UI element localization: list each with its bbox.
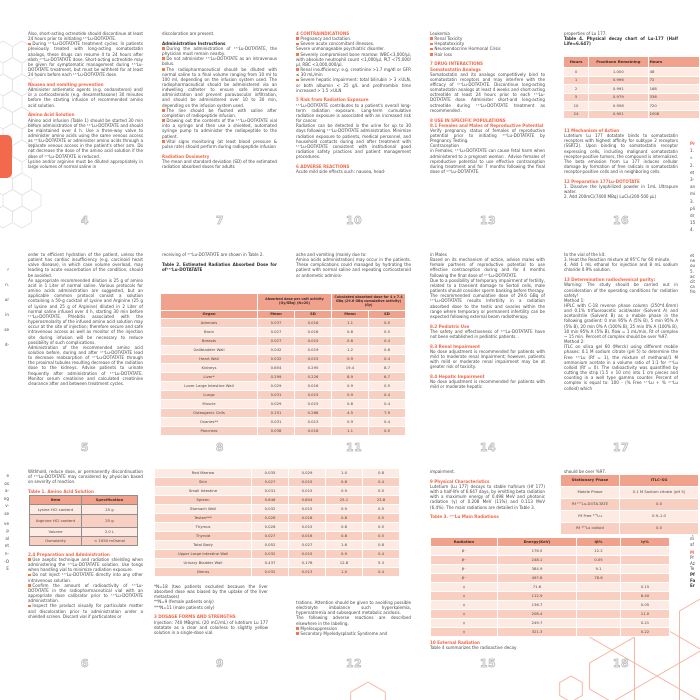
page-4-text: Also, short-acting octreotide should discontinue at least 24 hours prior to initiating ¹⁷⁷Lu-DOTATATE. During ¹⁷⁷Lu-DOTATATE treatment cycles: In patients previously treated with long-acting somatostatin analogs, these drugs can resume 4 to 24 hours after each ¹⁷⁷Lu-DOTATATE dose. Short-acting octreotide may be given for symptomatic management during ¹⁷⁷Lu-DOTATATE treatment, but must be withheld for at least 24 hours before each ¹⁷⁷Lu-DOTATATE dose. Nausea and vomiting prevention Administer antiemetic agents (e.g. ondansteron) and/ or a corticosteroids (e.g. dexamethasone) 30 minutes before the starting infusion of recommended amino acid solution. Amino Acid Solution Amino acid infusion (Table 1) should be started 30 min before administration of the ¹⁷⁷Lu-DOTATATE and should be maintained over 4 h. Use a three-way valve to administer amino acids using the same venous access as ¹⁷⁷Lu-DOTATATE or administer amino acids through a separate venous access in the patient's other arm. Do not decrease the dose of the amino acid solution if the dose of ¹⁷⁷Lu-DOTATATE is reduced. Lysine and/or arginine must be diluted appropriately in large volumes of normal saline in bbox=[28, 31, 143, 169]
page-16-text: 11 Mechanism of Action Lutetium Lu 177 dotatate binds to somatostatin receptors with highest affinity for subtype 2 receptors (SSRT2). Upon binding to somatostatin receptor expressing cells, including malignant somatostatin receptor-positive tumors, the compound is internalized. The beta emission from Lu 177 induces cellular damage by formation of free radicals in somatostatin receptor-positive cells and in neighboring cells. 12 Preparation 177Lu-DOTOTATE 1. Dissolve the lyophilized powder in 1mL Ultrapure water. 2. Add 200mCi(7400 MBq) LuCl₃(200-500 µL) bbox=[564, 128, 678, 200]
page-11-text: ache and vomiting (mainly due to: Amino acids administration) may occur in the patients. These complications could managed by hydrating the patient with normal saline and repeating corticosteroid or antiemetic adminis- bbox=[296, 252, 411, 278]
page-number-6: 6 bbox=[80, 657, 90, 670]
page-number-14: 14 bbox=[479, 441, 497, 454]
page-17-text: to the vial of the kit. 3. Heat the Reaction mixture at 95°C for 60 minute. 4. Add 1 mL ethanol for injection and 8 mL sodium chloride 0.9% solution. 13 Determination radiochemical purity: Warning: The study should be carried out in consideration of the operating conditions for radiation safety! Method 1: HPLC with C-18 reverse phase column (250*4.6mm) and 0.1% trifluoroacetic acid/water (Solvent A) and acetonitrile (Solvent B) as a mobile phase in the following gradient: 0 min 95% A (5% B), 5 min 95% A (5% B), 20 min 0% A (100% B), 25 min 0% A (100% B), 30 min 95% A (5% B), flow = 1 mL/min, Rt of complex ~ 15 min. Percent of complex should be over %97. Method 2: ITLC on silica gel 60 (Merck) using different mobile phases: 0.1 M sodium citrate (pH 5) to determine the Free ¹⁷⁷Lu (Rf = 1), the mixture of methanol/1 M ammonium acetate in a volume ratio of 1:1 for ¹⁷⁷Lu colloid (Rf = 0). The radioactivity was quantified by cutting the strip (1.5 × 10 cm) into 1 cm pieces and counting in a well type gamma counter. Percent of complex is equal to: 100 - (% Free ¹⁷⁷Lu + % ¹⁷⁷Lu colloid) which bbox=[564, 252, 678, 391]
right-sliver-middle: et ne ou 5. ac cit ca fro bbox=[690, 253, 696, 295]
page-number-13: 13 bbox=[479, 214, 497, 227]
page-number-11: 11 bbox=[345, 441, 363, 454]
page-number-18: 18 bbox=[612, 657, 630, 670]
page-13-text: Leukemia Renal Toxicity Hepatotoxicity Neuroendocrine Hormonal Crisis Hair loss 7 DRUG INTERACTIONS Somatostatin Analogs Somatostatin and its analogs competitively bind to somatostatin receptors and may interfere with the efficacy of ¹⁷⁷Lu-DOTATATE. Discontinue long-acting somatostatin analogs at least 4 weeks and short-acting octreotide at least 24 hours prior to each ¹⁷⁷Lu-DOTATATE dose. Administer short-and long-acting octreotide during ¹⁷⁷Lu-DOTATATE treatment as recommended . 8 USE IN SPECIFIC POPULATIONS 8.1 Females and Males of Reproductive Potential Verify pregnancy status of females of reproductive potential prior to initiating ¹⁷⁷Lu-DOTATATE by Pregnancy Testing. Contraception in Females, ¹⁷⁷Lu-DOTATATE can cause fetal harm when administered to a pregnant woman . Advise females of reproductive potential to use effective contraception during treatment and for 7 months following the final dose of ¹⁷⁷Lu-DOTATATE. bbox=[430, 31, 545, 175]
page-15-text: impairment. 9 Physical Characteristics Lutetium (Lu 177) decays to stable hafnium (Hf 177) with a half-life of 6.647 days, by emitting beta radiation with a maximum energy of 0.498 MeV and photonic radiation (γ) of 0.208 MeV (11%) and 0.113 MeV (6.4%). The main radiations are detailed in Table 3. Table 3. ¹⁷⁷Lu Main Radiations bbox=[430, 469, 545, 520]
page-number-15: 15 bbox=[479, 657, 497, 670]
table-itlc-sg: Stationary Phase ITLC-SG Mobile Phase 0.1 M Sodium citrate (pH 5) Rf ¹⁷⁷Lu-DOTA-TATE 0.0 Rf Free ¹⁷⁷Lu 0.9–1.0 Rf ¹⁷⁷Lu colloid 0.0 bbox=[560, 474, 699, 535]
page-number-4: 4 bbox=[80, 214, 90, 227]
page-9-text: *N=18 (two patients excluded because the liver absorbed dose was biased by the uptake of the liver metastases) **N=9 (female patients only) ***N=11 (male patients only) 3 DOSAGE FORMS AND STRENGTHS Injection: 740 MBq/mL (20 mCi/mL) of lutetium Lu 177 dotatate as a clear and colorless to slightly yellow solution in a single-dose vial. bbox=[154, 584, 268, 635]
right-sliver-bottom: di af M Pr Az Te Pf Fa Er bbox=[690, 536, 696, 589]
page-number-17: 17 bbox=[612, 441, 630, 454]
page-10-text: 4 CONTRAINDICATIONS Pregnancy and lactation. Severe acute concomitant illnesses. Severe unmanageable psychiatric disorder. Severely compromised bone marrow: WBC<3,000/µl, with absolute neutrophil count <1,000/µl, PLT <75,000/µl, RBC <3,000,000/µl. Renal insufficiency: e.g. creatinine >1.7 mg/dl or GFR ≤ 30 mL/min Severe hepatic impairment: total bilirubin > 3 ×ULN, or both albumin < 25 g/L and prothrombin time increased > 1.5 ×ULN 5 Risk from Radiation Exposure ¹⁷⁷Lu-DOTATATE contributes to a patient's overall long-term radiation exposure. Long-term cumulative radiation exposure is associated with an increased risk for cancer. Radiation can be detected in the urine for up to 30 days following ¹⁷⁷Lu-DOTATATE administration. Minimize radiation exposure to patients, medical personnel, and household contacts during and after treatment with ¹⁷⁷Lu-DOTATATE consistent with institutional good radiation safety practices and patient management procedures. 6 ADVERSE REACTIONS Acute mild side effects such: nausea, head- bbox=[296, 31, 411, 175]
left-sliver-bottom: e os a- ng v- se ve p al nt n- -O E bbox=[3, 473, 9, 572]
table-2-absorbed-dose-bottom: Red Marrow 0.035 0.029 1.0 0.8 Skin 0.027 0.015 0.8 0.4 Small Intestine 0.031 0.015 0.9 0.5 Spleen 0.846 0.804 25.1 23.8 Stomach Wall 0.032 0.015 0.9 0.5 Testes*** 0.026 0.018 0.8 0.5 Thymus 0.026 0.015 0.8 0.5 Thyroid 0.027 0.016 0.8 0.5 Total Body 0.052 0.027 1.6 0.8 Upper Large Intestine Wall 0.032 0.015 0.9 0.4 Urinary Bladder Wall 0.437 0.176 12.8 5.3 Uterus 0.032 0.013 1.0 0.4 bbox=[154, 468, 400, 577]
page-number-9: 9 bbox=[215, 657, 225, 670]
page-16-caption: properties of Lu 177. Table 4. Physical decay chart of Lu-177 (Half Life=6.647) bbox=[564, 31, 678, 47]
page-18-text: should be over %97. bbox=[564, 469, 607, 474]
page-14-text: in Males Based on its mechanism of action, advise males with female partners of reproductive potential to use effective contraception during and for 4 months following the final dose of ¹⁷⁷Lu-DOTATATE. Due to a possibility of temporary impairment of fertility, related to a transient damage to Sertoli cells, male patients should consider sperm banking before therapy. The recommended cumulative dose of 29.6 GBq of ¹⁷⁷Lu-DOTATATE results Infertility in a radiation absorbed dose to the testis and ovaries within the range where temporary or permanent infertility can be expected following external beam radiotherapy. 8.2 Pediatric Use The safety and effectiveness of ¹⁷⁷Lu-DOTATATE have not been established in pediatric patients. . 8.3 Renal Impairment No dose adjustment is recommended for patients with mild to moderate renal impairment; however, patients with mild or moderate renal impairment may be at greater risk of toxicity. 8.4 Hepatic Impairment No dose adjustment is recommended for patients with mild or moderate hepatic bbox=[430, 252, 545, 390]
right-sliver-top: Pr 1. « 2. et 3- an mi 3. pli dr 15 4. bbox=[690, 141, 696, 233]
page-12-text: trations. Attention should be given to avoiding possible electrolyte imbalance such hyperkalemia, hypernatremia and subsequent metabolic acidosis. The following adverse reactions are described elsewhere in the labeling. Myelosuppression Secondary Myelodysplastic Syndrome and bbox=[296, 600, 411, 636]
left-sliver-middle: r n. ur in se d- bbox=[4, 267, 9, 347]
orange-pill-decoration bbox=[0, 135, 12, 178]
page-number-7: 7 bbox=[215, 214, 225, 227]
page-number-10: 10 bbox=[345, 214, 363, 227]
page-5-text: order to efficient hydration of the patient, unless the patient has cardiac insufficiency (e.g. carcinoid heart valve disease), in which case volume overload, may leading to acute exacerbation of the condition, should be avoided. An appropriate recommended dilution is 25 g of amino acid in 1 Liter of normal saline. Various protocols for amino acids administration are suggested, but an applicable common protocol consist a solution containing a 50-g cocktail of Lysine and Arginine (25 g of Lysine and 25 g of Arginine) diluted in 2 Liter of normal saline infused over 4 h, starting 30 min before ¹⁷⁷Lu-DOTATATE. Phlebitis associated with the hyperosmolarity of the infused amino acid solution may occur at the site of injection; therefore secure and safe intravenous access as well as monitor of the injection site during infusion will be necessary to reduce possibility of such complications. Administration of the recommended amino acid solution before, during and after ¹⁷⁷Lu-DOTATATE lead to decrease reabsorption of ¹⁷⁷Lu-DOTATATE through the proximal tubules resulting decrease of the radiation dose to the kidneys. Advise patients to urinate frequently after administration of ¹⁷⁷Lu-DOTATATE. Monitor serum creatinine and calculated creatinine clearance after and between treatment cycles. bbox=[28, 252, 143, 386]
page-number-12: 12 bbox=[345, 657, 363, 670]
page-7-text: discoloration are present. Administration Instructions During the administration of ¹⁷⁷Lu-DOTATATE, the physician must remain nearby. Do not administer ¹⁷⁷Lu-DOTATATE as an intravenous bolus. The radiopharmaceutical should be diluted with normal saline to a final volume ranging from 10 ml to 100 ml, depending on the infusion system used. The radiopharmaceutical should be administered via an indwelling catheter to ensure safe intravenous administration and prevent paravascular infiltration, and should be administered over 10 to 30 min, depending on the infusion system used. The line should be flushed with saline after completion of radiopeptide infusion. Drawing out the contents of the ¹⁷⁷Lu-DOTATATE vial into a syringe and then use a shielded, automated syringe pump to administer the radiopeptide to the patient. Vital signs monitoring (at least blood pressure & pulse rate) should perform during radiopeptide infusion Radiation Dosimetry The mean and standard deviation (SD) of the estimated radiation absorbed doses for adults bbox=[162, 31, 277, 169]
page-8-text: receiving of ¹⁷⁷Lu-DOTATATE are shown in Table 2. Table 2. Estimated Radiation Absorbed Dose for of¹⁷⁷Lu-DOTATATE bbox=[162, 252, 277, 272]
page-number-8: 8 bbox=[215, 441, 225, 454]
page-number-16: 16 bbox=[612, 214, 630, 227]
table-4-physical-decay: Hours Fractionn Remaining Hours 0 1.000 48 1 0.996 72 2 0.991 168 5 0.979 336 10 0.958 720 24 0.901 1008 bbox=[563, 56, 700, 119]
page-6-text: Withhold, reduce dose, or permanently discontinuation of ¹⁷⁷Lu-DOTATATE may considered by physician based on severity of reaction. Table 1. Amino Acid Solution Item Specification Lysine HCl content 25 g Arginine HCl content 25 g Volume 2.0 L Osmolarity < 1050 mOsmol 2.4 Preparation and Administration Use aseptic technique and radiation shielding when administering the ¹⁷⁷Lu-DOTATATE solution. Use tongs when handling vial to minimize radiation exposure. Do not inject ¹⁷⁷Lu-DOTATATE directly into any other intravenous solution. Confirm the amount of radioactivity of ¹⁷⁷Lu-DOTATATE in the radiopharmaceutical vial with an appropriate dose calibrator prior to ¹⁷⁷Lu-DOTATATE administration. Inspect the product visually for particulate matter and discoloration prior to administration under a shielded screen. Discard vial if particulates or bbox=[28, 469, 143, 619]
page-number-5: 5 bbox=[80, 441, 90, 454]
table-3-main-radiations: Radiation Energy(KeV) Iβ% Iγ% β⁻ 176.5 12.2 β⁻ 248.1 0.05 β⁻ 384.9 9.1 β⁻ 497.8 78.6 γ 71.6 0.15 γ 112.9 6.40 γ 136.7 0.05 γ 208.4 11.0 γ 249.7 0.21 γ 321.3 0.22 bbox=[430, 537, 670, 637]
table-2-absorbed-dose-top: Absorbed dose per unit activity (Gy/GBq) (N=20) Calculated absorbed dose for 4 x 7.4 GBq (29.6 GBq cumulative activity) (Gy) Organ Mean SD Mean SD Adrenals 0.037 0.016 1.1 0.5 Brain 0.027 0.016 0.8 0.5 Breasts 0.027 0.015 0.8 0.4 Gallbladder Wall 0.042 0.019 1.2 0.6 Heart Wall 0.032 0.015 0.9 0.4 Kidneys 0.654 0.295 19.4 8.7 Liver* 0.299 0.226 8.9 6.7 Lover Large Intestine Wall 0.029 0.016 0.9 0.5 Lungs 0.031 0.015 0.9 0.4 Muscle 0.029 0.015 0.8 0.4 Osteogenic Cells 0.151 0.268 4.5 7.9 Ovaries** 0.031 0.013 0.9 0.4 Pancreas 0.038 0.016 1.1 0.5 bbox=[160, 293, 406, 436]
page-15-external-radiation: 10 External Radiation Table 4 summarizes the radioactive decay bbox=[430, 640, 517, 651]
